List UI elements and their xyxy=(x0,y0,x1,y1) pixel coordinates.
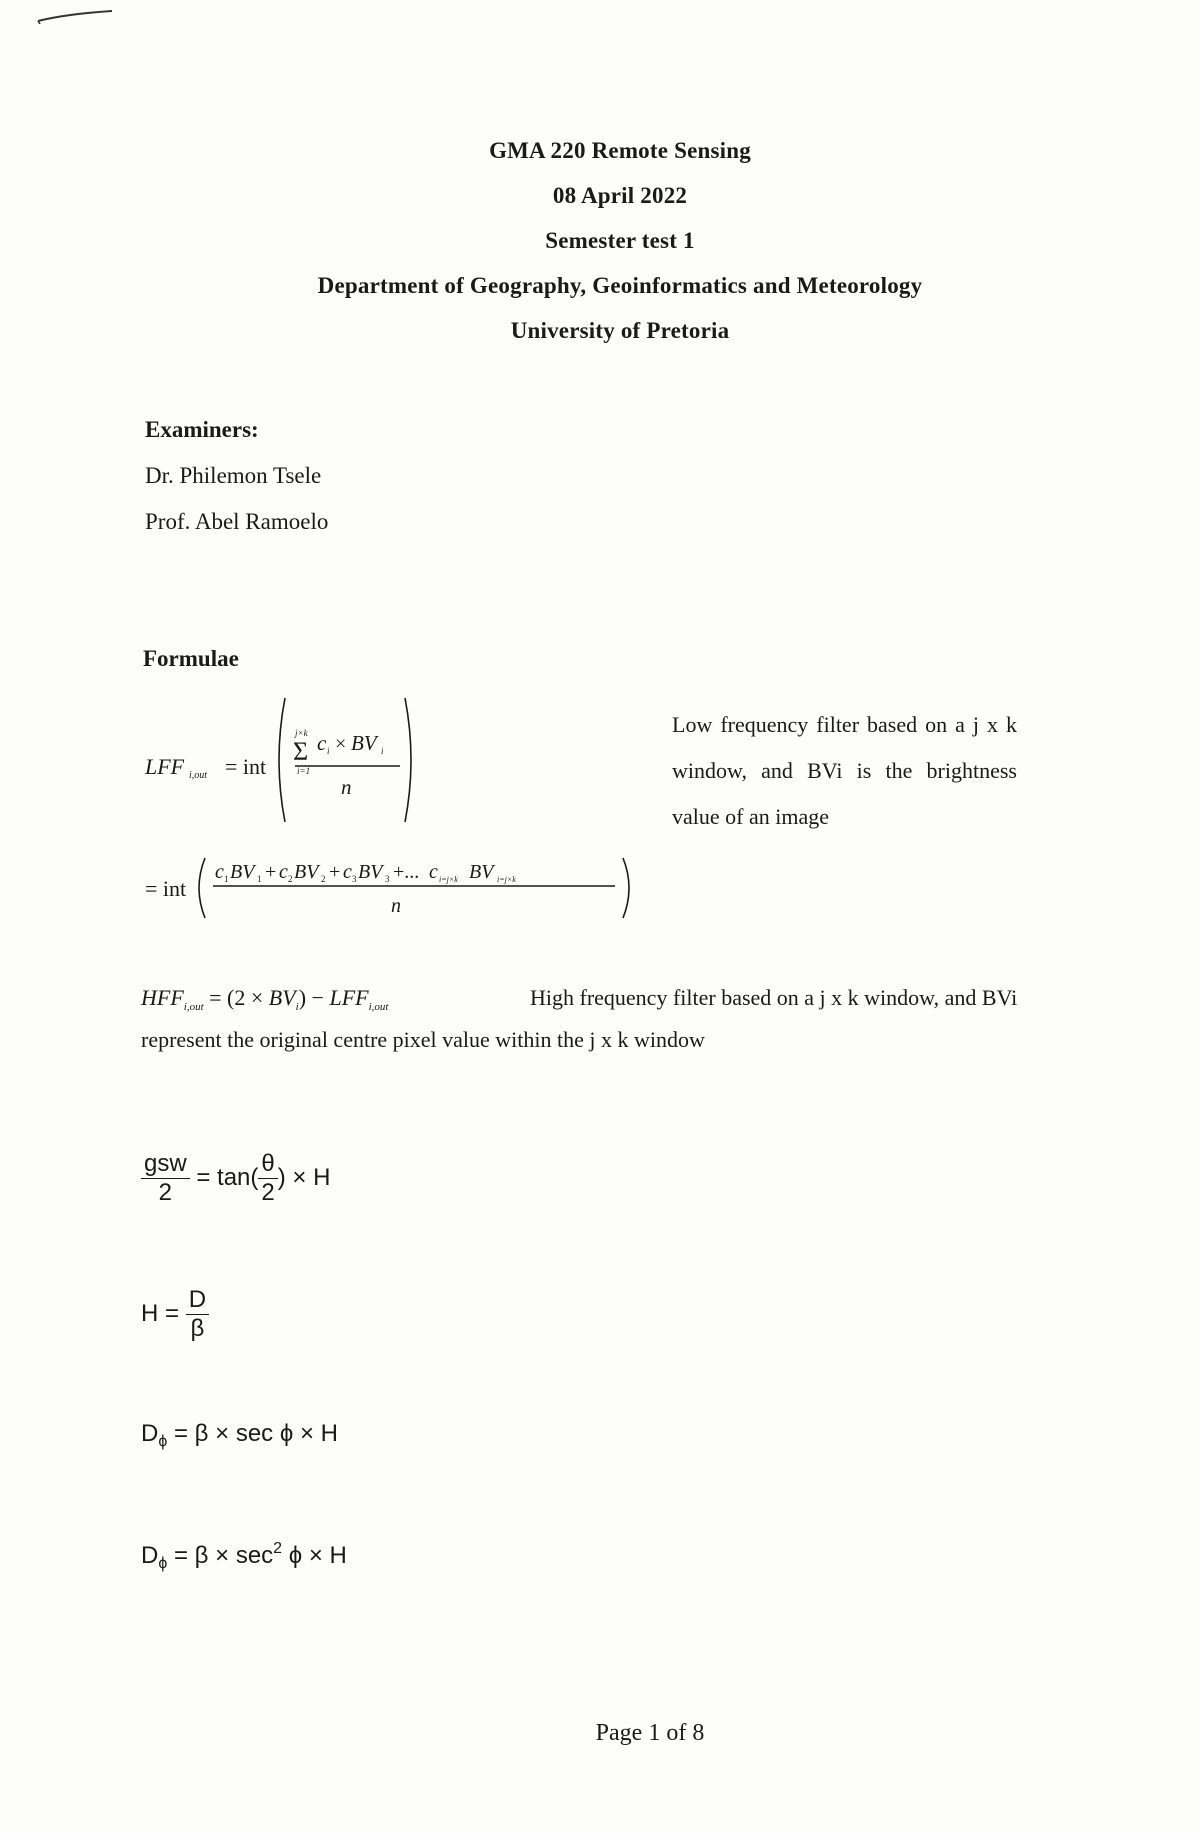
svg-text:c: c xyxy=(317,731,327,755)
svg-text:i: i xyxy=(327,746,330,756)
svg-text:c: c xyxy=(279,861,288,883)
cross-track-ground-resolution-formula: $D_\phi = \beta \times \sec \phi \times H$ xyxy=(141,1420,338,1450)
formulae-heading: Formulae xyxy=(143,646,239,671)
examiners-section xyxy=(145,417,328,535)
lff-description: Low frequency filter based on a j x k window, and BVi is the brightness value of an image xyxy=(672,712,1017,829)
svg-text:c: c xyxy=(343,861,352,883)
svg-text:= int: = int xyxy=(145,876,187,901)
lff-formula xyxy=(145,690,645,940)
test-date: 08 April 2022 xyxy=(552,183,688,208)
svg-text:BV: BV xyxy=(294,861,319,883)
svg-text:1: 1 xyxy=(257,874,262,884)
svg-text:i=j×k: i=j×k xyxy=(497,875,516,884)
page-number: Page 1 of 8 xyxy=(595,1720,705,1746)
svg-text:1: 1 xyxy=(224,874,229,884)
svg-text:3: 3 xyxy=(385,874,390,884)
hff-formula: $HFF_{i,out} = (2 \times BV_i) - LFF_{i,out}$ xyxy=(141,985,389,1013)
department-name: Department of Geography, Geoinformatics and Meteorology xyxy=(317,273,923,298)
svg-text:c: c xyxy=(215,861,224,883)
svg-text:n: n xyxy=(391,895,401,917)
flying-height-formula: H = $\frac{D}{\beta}$ xyxy=(141,1286,209,1343)
examiners-label: Examiners: xyxy=(145,417,259,442)
svg-text:BV: BV xyxy=(230,861,255,883)
svg-text:3: 3 xyxy=(352,874,357,884)
along-track-ground-resolution-formula: $D_\phi = \beta \times \sec^2 \phi \times H$ xyxy=(141,1540,347,1572)
examiner-name: Prof. Abel Ramoelo xyxy=(145,509,329,534)
svg-text:= int: = int xyxy=(225,754,267,779)
hff-description-continued: represent the original centre pixel value within the j x k window xyxy=(141,1027,705,1052)
svg-text:+...: +... xyxy=(393,861,420,883)
svg-text:i=j×k: i=j×k xyxy=(439,875,458,884)
svg-text:BV: BV xyxy=(358,861,383,883)
document-header xyxy=(0,128,1200,353)
svg-text:+: + xyxy=(329,861,341,883)
svg-text:n: n xyxy=(341,775,352,799)
svg-text:i=1: i=1 xyxy=(297,766,311,776)
svg-text:BV: BV xyxy=(351,731,377,755)
university-name: University of Pretoria xyxy=(510,318,730,343)
course-title: GMA 220 Remote Sensing xyxy=(489,138,751,163)
svg-text:×: × xyxy=(335,733,347,755)
svg-text:i,out: i,out xyxy=(189,770,208,781)
svg-text:j×k: j×k xyxy=(295,728,308,738)
svg-text:+: + xyxy=(265,861,277,883)
svg-text:Σ: Σ xyxy=(293,737,309,766)
svg-text:i: i xyxy=(381,746,384,756)
svg-text:LFF: LFF xyxy=(145,754,185,779)
hff-description: High frequency filter based on a j x k window, and BVi xyxy=(530,985,1018,1010)
svg-text:BV: BV xyxy=(469,861,494,883)
svg-text:2: 2 xyxy=(321,874,326,884)
svg-text:c: c xyxy=(429,861,438,883)
swath-width-formula: $\frac{\text{gsw}}{2}$ = tan( $\frac{\theta}{2}$ ) × H xyxy=(141,1150,330,1207)
examiner-name: Dr. Philemon Tsele xyxy=(145,463,322,488)
test-name: Semester test 1 xyxy=(545,228,695,253)
pen-mark xyxy=(36,8,116,24)
svg-text:2: 2 xyxy=(288,874,293,884)
